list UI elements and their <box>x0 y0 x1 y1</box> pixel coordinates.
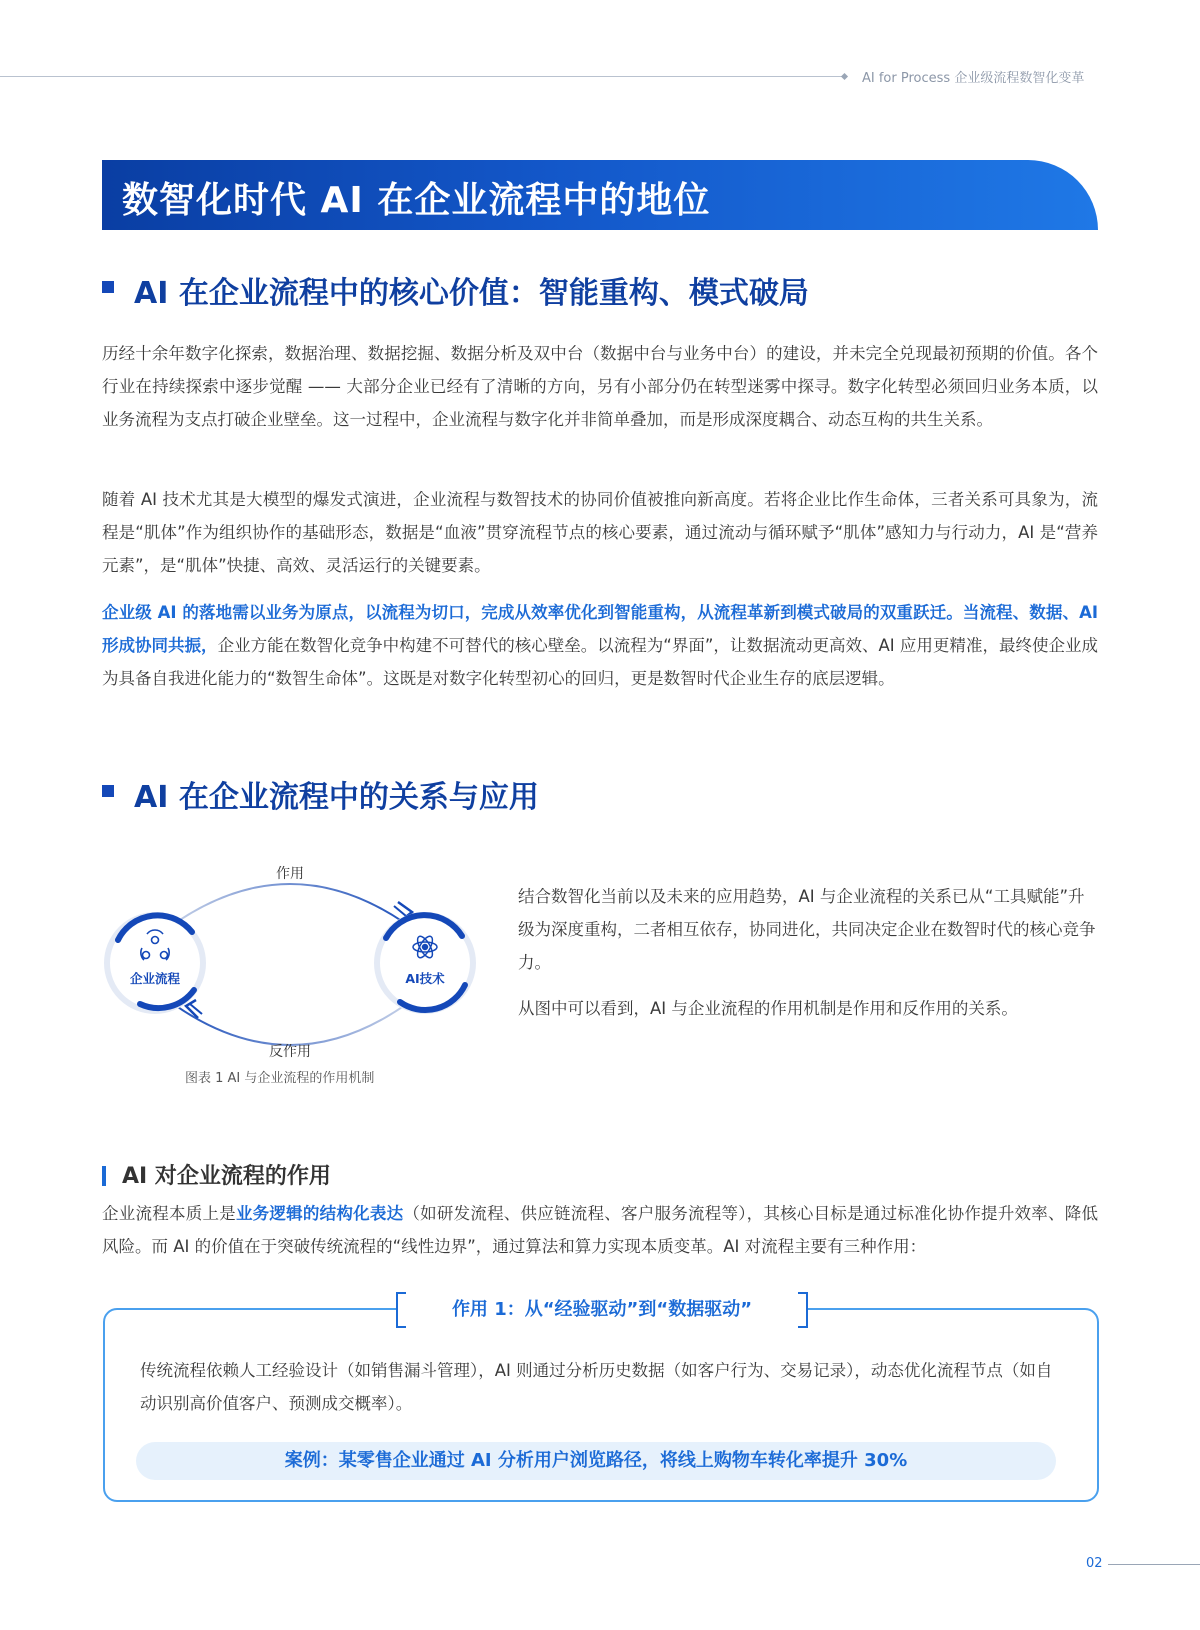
running-title: AI for Process 企业级流程数智化变革 <box>862 71 1085 86</box>
paragraph-3 <box>102 596 1098 695</box>
subsection-bar <box>102 1166 106 1186</box>
paragraph-3-highlight: 企业级 AI 的落地需以业务为原点，以流程为切口，完成从效率优化到智能重构，从流程革新到模式破局的双重跃迁。当流程、数据、AI 形成协同共振， <box>102 603 1098 655</box>
case-pill: 案例：某零售企业通过 AI 分析用户浏览路径，将线上购物车转化率提升 30% <box>136 1442 1056 1480</box>
reaction-label: 反作用 <box>269 1044 311 1060</box>
action-label: 作用 <box>276 866 304 882</box>
section-title-relationship: AI 在企业流程中的关系与应用 <box>134 780 539 815</box>
side-paragraph-1: 结合数智化当前以及未来的应用趋势，AI 与企业流程的关系已从“工具赋能”升级为深度重构，二者相互依存，协同进化，共同决定企业在数智时代的核心竞争力。 <box>518 887 1096 972</box>
header-rule <box>0 76 845 77</box>
page-number: 02 <box>1086 1556 1103 1571</box>
subsection-text-after: （如研发流程、供应链流程、客户服务流程等），其核心目标是通过标准化协作提升效率、降低风险。而 AI 的价值在于突破传统流程的“线性边界”，通过算法和算力实现本质变革。AI 对流程主要有三种作用： <box>102 1204 1099 1256</box>
callout-left-bracket <box>396 1292 406 1328</box>
callout-right-bracket <box>798 1292 808 1328</box>
paragraph-3-body: 企业方能在数智化竞争中构建不可替代的核心壁垒。以流程为“界面”，让数据流动更高效、AI 应用更精准，最终使企业成为具备自我进化能力的“数智生命体”。这既是对数字化转型初心的回归，更是数智时代企业生存的底层逻辑。 <box>102 636 1098 688</box>
side-paragraph-2: 从图中可以看到，AI 与企业流程的作用机制是作用和反作用的关系。 <box>518 999 1018 1018</box>
subsection-title: AI 对企业流程的作用 <box>122 1164 331 1189</box>
ai-node <box>377 915 473 1011</box>
subsection-paragraph <box>102 1197 1098 1263</box>
section-title-core-value: AI 在企业流程中的核心价值：智能重构、模式破局 <box>134 276 809 311</box>
ai-node-label: AI技术 <box>405 971 445 986</box>
callout-title: 作用 1：从“经验驱动”到“数据驱动” <box>451 1299 753 1320</box>
paragraph-2: 随着 AI 技术尤其是大模型的爆发式演进，企业流程与数智技术的协同价值被推向新高度。若将企业比作生命体，三者关系可具象为，流程是“肌体”作为组织协作的基础形态，数据是“血液”贯穿流程节点的核心要素，通过流动与循环赋予“肌体”感知力与行动力，AI 是“营养元素”，是“肌体”快捷、高效、灵活运行的关键要素。 <box>102 490 1098 575</box>
process-node <box>107 915 203 1011</box>
footer-rule <box>1108 1564 1200 1565</box>
callout-text: 传统流程依赖人工经验设计（如销售漏斗管理），AI 则通过分析历史数据（如客户行为、交易记录），动态优化流程节点（如自动识别高价值客户、预测成交概率）。 <box>140 1361 1053 1413</box>
header-rule-marker <box>841 73 848 80</box>
section-bullet <box>102 281 114 293</box>
ai-process-mechanism-diagram <box>100 850 480 1080</box>
subsection-text-highlight: 业务逻辑的结构化表达 <box>235 1204 404 1223</box>
reaction-arrow-icon <box>186 1000 202 1018</box>
reaction-arc <box>155 990 425 1045</box>
chapter-title: 数智化时代 AI 在企业流程中的地位 <box>122 180 711 221</box>
process-node-label: 企业流程 <box>129 971 181 986</box>
figure-caption: 图表 1 AI 与企业流程的作用机制 <box>185 1071 375 1086</box>
action-arc <box>155 884 425 938</box>
paragraph-1: 历经十余年数字化探索，数据治理、数据挖掘、数据分析及双中台（数据中台与业务中台）的建设，并未完全兑现最初预期的价值。各个行业在持续探索中逐步觉醒 —— 大部分企业已经有了清晰的方向，另有小部分仍在转型迷雾中探寻。数字化转型必须回归业务本质，以业务流程为支点打破企业壁垒。这一过程中，企业流程与数字化并非简单叠加，而是形成深度耦合、动态互构的共生关系。 <box>102 344 1098 429</box>
subsection-text-before: 企业流程本质上是 <box>102 1204 236 1223</box>
section-bullet <box>102 785 114 797</box>
